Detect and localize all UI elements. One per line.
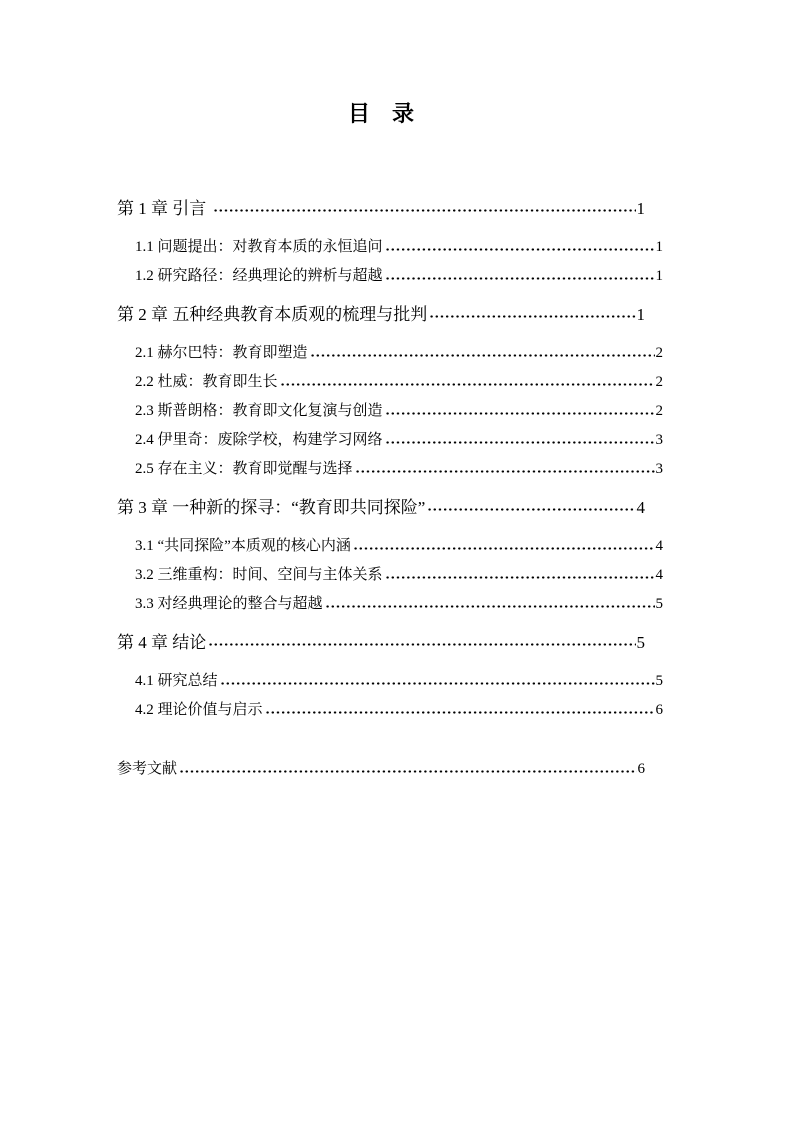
toc-entry[interactable]: [117, 233, 663, 262]
toc-entry-page: 3: [655, 461, 663, 477]
toc-entry[interactable]: [117, 339, 663, 368]
toc-entry-page: 2: [655, 403, 663, 419]
toc-entry-page: 2: [655, 374, 663, 390]
toc-entry[interactable]: [117, 532, 663, 561]
dot-leader: [427, 508, 635, 511]
toc-entry-page: 1: [636, 305, 645, 324]
toc-entry[interactable]: [117, 300, 645, 330]
toc-entry-page: 3: [655, 432, 663, 448]
dot-leader: [220, 682, 655, 685]
dot-leader: [213, 209, 636, 212]
dot-leader: [280, 383, 655, 386]
toc-entry-page: 1: [655, 268, 663, 284]
toc-entry-label: 第 4 章 结论: [117, 633, 207, 652]
dot-leader: [179, 770, 636, 773]
toc-entry[interactable]: [117, 455, 663, 484]
dot-leader: [355, 470, 655, 473]
page-title: 目 录: [347, 101, 414, 126]
dot-leader: [310, 354, 655, 357]
dot-leader: [353, 547, 655, 550]
toc-entry-page: 4: [636, 498, 645, 517]
dot-leader: [208, 643, 635, 646]
toc-entry-page: 2: [655, 345, 663, 361]
toc-entry-page: 5: [655, 596, 663, 612]
toc-entry-label: 2.3 斯普朗格：教育即文化复演与创造: [135, 403, 383, 419]
toc-entry[interactable]: [117, 628, 645, 658]
toc-entry-page: 4: [655, 538, 663, 554]
toc-entry-label: 第 1 章 引言: [117, 199, 211, 218]
toc-entry-label: 2.2 杜威：教育即生长: [135, 374, 278, 390]
toc-entry[interactable]: [117, 262, 663, 291]
page-content: [117, 98, 663, 784]
dot-leader: [325, 605, 655, 608]
toc-entry-page: 5: [655, 673, 663, 689]
toc-entry[interactable]: [117, 561, 663, 590]
toc-entry-label: 第 3 章 一种新的探寻：“教育即共同探险”: [117, 498, 426, 517]
toc-entry-label: 2.5 存在主义：教育即觉醒与选择: [135, 461, 353, 477]
toc-entry[interactable]: [117, 368, 663, 397]
dot-leader: [385, 277, 655, 280]
toc: [117, 194, 663, 784]
toc-entry-page: 6: [655, 702, 663, 718]
toc-entry-label: 3.2 三维重构：时间、空间与主体关系: [135, 567, 383, 583]
toc-entry[interactable]: [117, 696, 663, 725]
toc-entry-label: 4.1 研究总结: [135, 673, 218, 689]
toc-entry-page: 1: [655, 239, 663, 255]
dot-leader: [385, 412, 655, 415]
dot-leader: [265, 711, 655, 714]
toc-entry-label: 3.3 对经典理论的整合与超越: [135, 596, 323, 612]
toc-entry[interactable]: [117, 194, 645, 224]
toc-entry-label: 3.1 “共同探险”本质观的核心内涵: [135, 538, 351, 554]
toc-entry[interactable]: [117, 667, 663, 696]
toc-entry-label: 2.1 赫尔巴特：教育即塑造: [135, 345, 308, 361]
toc-entry-page: 4: [655, 567, 663, 583]
toc-entry[interactable]: [117, 493, 645, 523]
toc-entry-label: 2.4 伊里奇：废除学校，构建学习网络: [135, 432, 383, 448]
dot-leader: [385, 248, 655, 251]
toc-entry[interactable]: [117, 590, 663, 619]
toc-entry-page: 6: [637, 761, 645, 777]
toc-entry[interactable]: [117, 755, 645, 784]
toc-entry-label: 第 2 章 五种经典教育本质观的梳理与批判: [117, 305, 428, 324]
toc-entry-page: 1: [636, 199, 645, 218]
toc-entry[interactable]: [117, 397, 663, 426]
toc-entry-page: 5: [636, 633, 645, 652]
toc-entry-label: 1.2 研究路径：经典理论的辨析与超越: [135, 268, 383, 284]
dot-leader: [429, 315, 635, 318]
dot-leader: [385, 441, 655, 444]
toc-entry-label: 参考文献: [117, 761, 178, 777]
dot-leader: [385, 576, 655, 579]
toc-entry[interactable]: [117, 426, 663, 455]
toc-entry-label: 1.1 问题提出：对教育本质的永恒追问: [135, 239, 383, 255]
toc-entry-label: 4.2 理论价值与启示: [135, 702, 263, 718]
